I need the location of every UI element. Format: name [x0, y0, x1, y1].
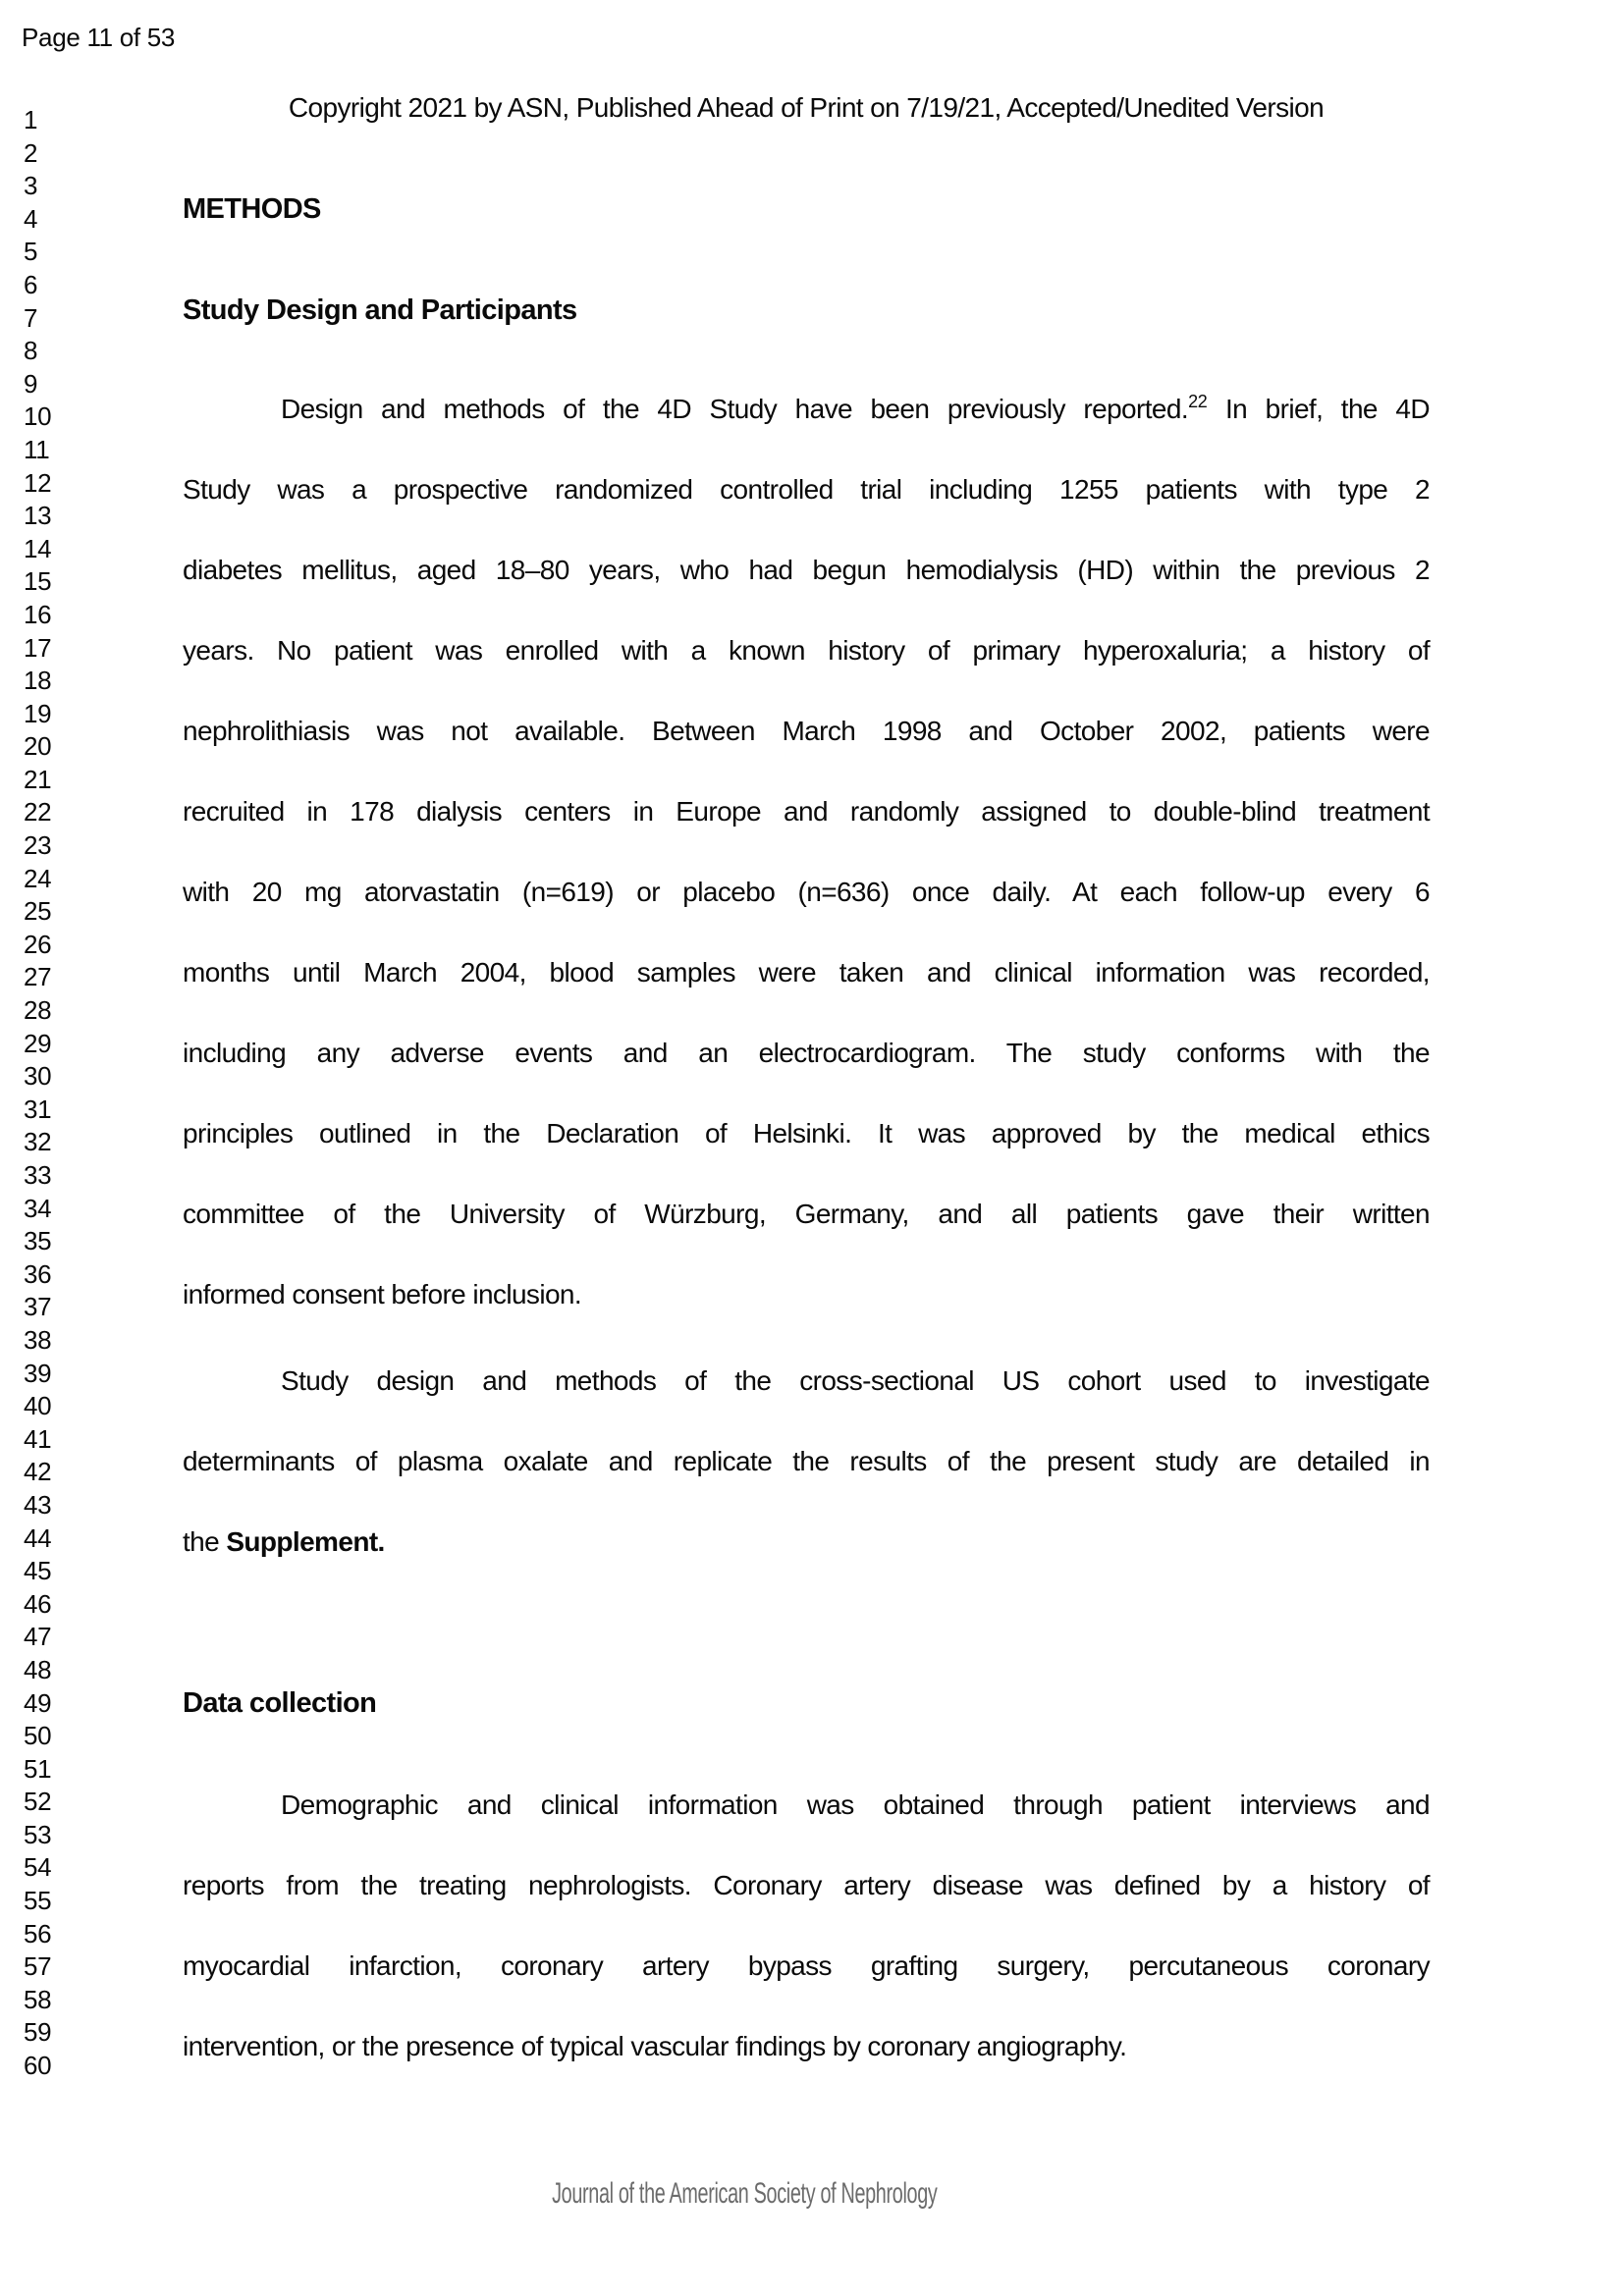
data-collection-paragraph: [183, 1789, 1430, 2110]
paragraph-line: Study was a prospective randomized controlled trial including 1255 patients with type 2: [183, 474, 1430, 505]
paragraph-lines: [183, 473, 1430, 1278]
line-number: 2: [24, 137, 38, 168]
line-number: 14: [24, 533, 52, 563]
line-number: 39: [24, 1358, 52, 1388]
line-number: 21: [24, 764, 52, 794]
line-number: 13: [24, 501, 52, 531]
paragraph-line: Demographic and clinical information was obtained through patient interviews and: [281, 1789, 1430, 1820]
line-number: 56: [24, 1918, 52, 1949]
line-number: 37: [24, 1292, 52, 1322]
line-number: 17: [24, 632, 52, 663]
paragraph-line: committee of the University of Würzburg, Germany, and all patients gave their written: [183, 1199, 1430, 1229]
line-number: 10: [24, 401, 52, 432]
line-number: 60: [24, 2051, 52, 2081]
line-number: 45: [24, 1556, 52, 1586]
study-design-heading: Study Design and Participants: [183, 294, 577, 326]
line-number: 15: [24, 566, 52, 597]
study-design-paragraph-1: [183, 393, 1430, 1359]
paragraph-line: [183, 1525, 1430, 1606]
paragraph-line: [183, 393, 1430, 473]
line-text: the: [183, 1526, 227, 1557]
line-number: 58: [24, 1984, 52, 2014]
line-number: 40: [24, 1391, 52, 1421]
line-number: 26: [24, 929, 52, 959]
line-number: 25: [24, 896, 52, 927]
line-number: 43: [24, 1489, 52, 1520]
copyright-banner: Copyright 2021 by ASN, Published Ahead of Print on 7/19/21, Accepted/Unedited Version: [288, 92, 1325, 123]
line-number: 46: [24, 1588, 52, 1619]
line-number: 36: [24, 1258, 52, 1289]
line-number: 38: [24, 1324, 52, 1355]
line-number: 12: [24, 467, 52, 498]
line-number: 20: [24, 731, 52, 762]
paragraph-line: diabetes mellitus, aged 18–80 years, who had begun hemodialysis (HD) within the previous 2: [183, 555, 1430, 585]
line-number: 7: [24, 302, 38, 333]
line-number: 57: [24, 1951, 52, 1982]
supplement-bold-text: Supplement.: [226, 1526, 385, 1557]
line-number: 9: [24, 368, 38, 399]
line-number: 51: [24, 1753, 52, 1784]
paragraph-line: informed consent before inclusion.: [183, 1279, 582, 1309]
methods-heading: METHODS: [183, 193, 321, 225]
paragraph-line: principles outlined in the Declaration of Helsinki. It was approved by the medical ethics: [183, 1118, 1430, 1148]
line-number: 34: [24, 1193, 52, 1223]
paragraph-line: years. No patient was enrolled with a known history of primary hyperoxaluria; a history of: [183, 635, 1430, 666]
study-design-paragraph-2: [183, 1364, 1430, 1606]
paragraph-line: with 20 mg atorvastatin (n=619) or placebo (n=636) once daily. At each follow-up every 6: [183, 877, 1430, 907]
line-number: 31: [24, 1094, 52, 1124]
line-number: 1: [24, 105, 38, 134]
reference-superscript: 22: [1188, 392, 1208, 411]
line-number: 28: [24, 995, 52, 1026]
line-number: 23: [24, 830, 52, 861]
line-number: 48: [24, 1654, 52, 1684]
paragraph-line: determinants of plasma oxalate and replicate the results of the present study are detailed in: [183, 1446, 1430, 1476]
line-number: 42: [24, 1457, 52, 1487]
journal-footer: [0, 2177, 1489, 2211]
data-collection-heading: Data collection: [183, 1687, 377, 1719]
line-number: 27: [24, 962, 52, 992]
line-number: 41: [24, 1423, 52, 1454]
line-number: 50: [24, 1721, 52, 1751]
line-number: 52: [24, 1787, 52, 1817]
line-number: 30: [24, 1061, 52, 1092]
line-text: In brief, the 4D: [1224, 394, 1430, 424]
line-number: 18: [24, 666, 52, 696]
line-number: 44: [24, 1522, 52, 1553]
paragraph-line: myocardial infarction, coronary artery bypass grafting surgery, percutaneous coronary: [183, 1950, 1430, 1981]
page-number-label: Page 11 of 53: [22, 23, 176, 52]
line-number: 53: [24, 1819, 52, 1849]
line-number: 5: [24, 237, 38, 267]
line-number: 54: [24, 1852, 52, 1883]
line-number: 49: [24, 1687, 52, 1718]
line-number: 55: [24, 1886, 52, 1916]
line-number: 6: [24, 269, 38, 299]
paragraph-line: nephrolithiasis was not available. Between March 1998 and October 2002, patients were: [183, 716, 1430, 746]
line-number: 59: [24, 2017, 52, 2048]
line-number: 19: [24, 698, 52, 728]
line-number: 16: [24, 599, 52, 629]
paragraph-lines: [183, 1789, 1430, 2030]
line-number: 32: [24, 1127, 52, 1157]
paragraph-line: reports from the treating nephrologists. Coronary artery disease was defined by a history of: [183, 1870, 1430, 1900]
paragraph-line: Study design and methods of the cross-sectional US cohort used to investigate: [281, 1365, 1430, 1396]
paragraph-line: including any adverse events and an electrocardiogram. The study conforms with the: [183, 1038, 1430, 1068]
line-number: 3: [24, 171, 38, 201]
journal-footer-text: Journal of the American Society of Nephrology: [551, 2177, 938, 2210]
paragraph-line: intervention, or the presence of typical vascular findings by coronary angiography.: [183, 2031, 1127, 2061]
line-number: 8: [24, 336, 38, 366]
line-number: 4: [24, 203, 38, 234]
line-number-column: [24, 104, 51, 2083]
line-number: 33: [24, 1160, 52, 1190]
line-number: 35: [24, 1226, 52, 1256]
line-number: 24: [24, 863, 52, 893]
line-number: 22: [24, 797, 52, 828]
line-number: 11: [24, 434, 50, 464]
line-text: Design and methods of the 4D Study have been previously reported.: [281, 394, 1189, 424]
paragraph-lines: [183, 1364, 1430, 1525]
line-number: 29: [24, 1028, 52, 1058]
paragraph-line: months until March 2004, blood samples were taken and clinical information was recorded,: [183, 957, 1430, 988]
line-number: 47: [24, 1622, 52, 1652]
paragraph-line: recruited in 178 dialysis centers in Europe and randomly assigned to double-blind treatment: [183, 796, 1430, 827]
